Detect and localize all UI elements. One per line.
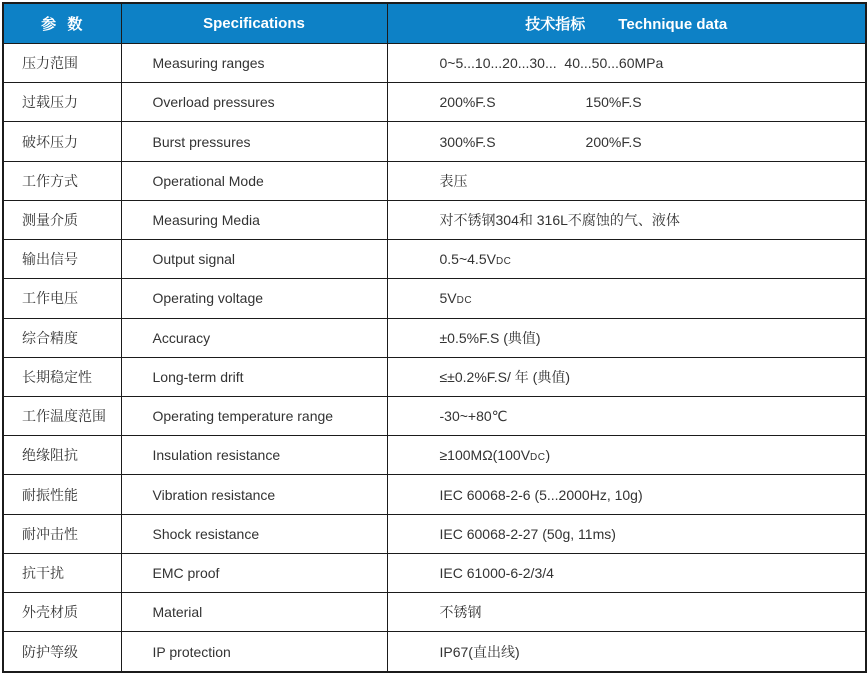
value-text: ±0.5%F.S (典值)	[439, 329, 541, 346]
table-row-measuring-media	[3, 200, 866, 239]
table-row-emc-proof	[3, 553, 866, 592]
value-cell	[387, 318, 866, 357]
spec-sheet	[2, 2, 867, 673]
value-cell	[387, 357, 866, 396]
spec-label-en: Measuring ranges	[121, 44, 387, 83]
value-cell	[387, 200, 866, 239]
spec-label-en: IP protection	[121, 632, 387, 672]
value-text: IEC 61000-6-2/3/4	[439, 564, 554, 581]
header-technique-data	[387, 3, 866, 44]
value-text: 对不锈钢304和 316L不腐蚀的气、液体	[439, 211, 680, 228]
param-label-zh: 防护等级	[3, 632, 121, 672]
table-row-operating-temperature-range	[3, 396, 866, 435]
value-suffix: )	[545, 447, 551, 464]
param-label-zh: 输出信号	[3, 240, 121, 279]
value-cell	[387, 240, 866, 279]
value-text: IEC 60068-2-27 (50g, 11ms)	[439, 525, 616, 542]
param-label-zh: 综合精度	[3, 318, 121, 357]
value-text: ≥100MΩ(100V	[439, 447, 531, 464]
spec-label-en: Measuring Media	[121, 200, 387, 239]
value-text: 表压	[439, 172, 468, 189]
value-cell	[387, 161, 866, 200]
param-label-zh: 破坏压力	[3, 122, 121, 161]
table-row-overload-pressures	[3, 83, 866, 122]
spec-label-en: Overload pressures	[121, 83, 387, 122]
spec-label-en: Accuracy	[121, 318, 387, 357]
header-technique-zh: 技术指标	[525, 16, 586, 33]
spec-label-en: Operating voltage	[121, 279, 387, 318]
value-text: -30~+80℃	[439, 407, 508, 424]
header-parameters: 参 数	[3, 3, 121, 44]
spec-label-en: Burst pressures	[121, 122, 387, 161]
value-cell	[387, 122, 866, 161]
value-cell	[387, 475, 866, 514]
param-label-zh: 工作温度范围	[3, 396, 121, 435]
value-text: 300%F.S	[439, 133, 496, 150]
specification-table	[2, 2, 867, 673]
value-cell	[387, 553, 866, 592]
value-cell	[387, 436, 866, 475]
table-row-operating-voltage	[3, 279, 866, 318]
param-label-zh: 长期稳定性	[3, 357, 121, 396]
header-specifications: Specifications	[121, 3, 387, 44]
param-label-zh: 耐冲击性	[3, 514, 121, 553]
value-smallcaps: DC	[495, 256, 512, 268]
table-row-material	[3, 593, 866, 632]
value-cell	[387, 593, 866, 632]
value-text: ≤±0.2%F.S/ 年 (典值)	[439, 368, 570, 385]
value-secondary: 200%F.S	[585, 133, 642, 150]
param-label-zh: 压力范围	[3, 44, 121, 83]
spec-label-en: Output signal	[121, 240, 387, 279]
table-row-long-term-drift	[3, 357, 866, 396]
value-cell	[387, 396, 866, 435]
table-row-accuracy	[3, 318, 866, 357]
value-smallcaps: DC	[456, 295, 473, 307]
value-cell	[387, 83, 866, 122]
value-cell	[387, 279, 866, 318]
value-text: 200%F.S	[439, 94, 496, 111]
param-label-zh: 耐振性能	[3, 475, 121, 514]
value-text: IEC 60068-2-6 (5...2000Hz, 10g)	[439, 486, 643, 503]
param-label-zh: 测量介质	[3, 200, 121, 239]
table-header	[3, 3, 866, 44]
param-label-zh: 工作电压	[3, 279, 121, 318]
table-body	[3, 44, 866, 673]
spec-label-en: Vibration resistance	[121, 475, 387, 514]
table-row-insulation-resistance	[3, 436, 866, 475]
value-cell	[387, 514, 866, 553]
header-row	[3, 3, 866, 44]
spec-label-en: Operational Mode	[121, 161, 387, 200]
table-row-operational-mode	[3, 161, 866, 200]
param-label-zh: 过载压力	[3, 83, 121, 122]
spec-label-en: Long-term drift	[121, 357, 387, 396]
value-smallcaps: DC	[530, 452, 546, 464]
spec-label-en: Insulation resistance	[121, 436, 387, 475]
table-row-measuring-ranges	[3, 44, 866, 83]
value-text: 0.5~4.5V	[439, 251, 496, 268]
param-label-zh: 工作方式	[3, 161, 121, 200]
table-row-output-signal	[3, 240, 866, 279]
param-label-zh: 抗干扰	[3, 553, 121, 592]
table-row-shock-resistance	[3, 514, 866, 553]
param-label-zh: 绝缘阻抗	[3, 436, 121, 475]
spec-label-en: EMC proof	[121, 553, 387, 592]
value-cell	[387, 44, 866, 83]
spec-label-en: Material	[121, 593, 387, 632]
value-text: 不锈钢	[439, 604, 482, 621]
value-text: 5V	[439, 290, 457, 307]
header-technique-en: Technique data	[618, 16, 728, 33]
value-secondary: 150%F.S	[585, 94, 642, 111]
value-text: IP67(直出线)	[439, 643, 520, 660]
value-text: 0~5...10...20...30... 40...50...60MPa	[439, 55, 664, 72]
table-row-ip-protection	[3, 632, 866, 672]
param-label-zh: 外壳材质	[3, 593, 121, 632]
value-cell	[387, 632, 866, 672]
table-row-burst-pressures	[3, 122, 866, 161]
spec-label-en: Operating temperature range	[121, 396, 387, 435]
spec-label-en: Shock resistance	[121, 514, 387, 553]
table-row-vibration-resistance	[3, 475, 866, 514]
